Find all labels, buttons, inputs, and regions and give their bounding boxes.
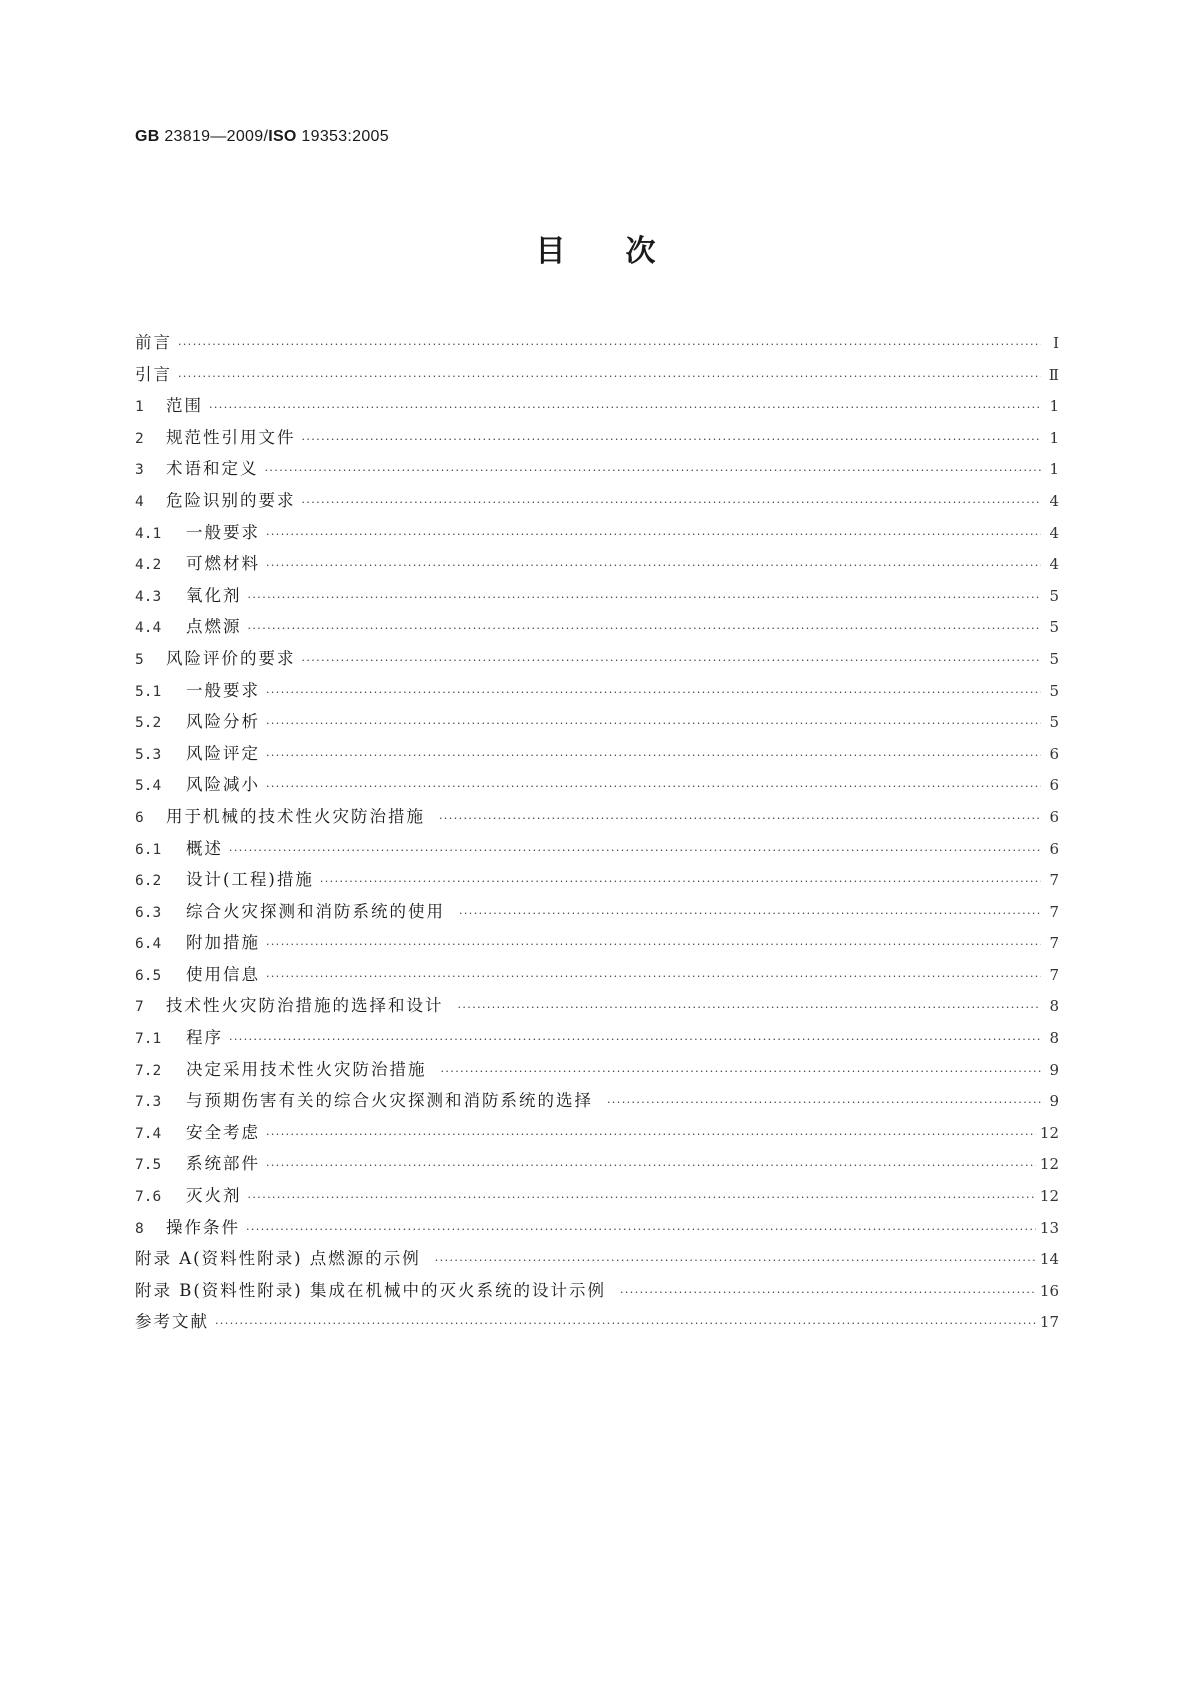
toc-entry-page: 4 — [1049, 491, 1059, 510]
toc-entry[interactable] — [135, 1308, 1059, 1340]
toc-entry-page: 9 — [1049, 1060, 1059, 1079]
table-of-contents — [135, 329, 1059, 1340]
toc-entry-title: 设计(工程)措施 — [186, 870, 314, 890]
toc-entry[interactable] — [135, 645, 1059, 677]
toc-entry-title: 用于机械的技术性火灾防治措施 — [166, 806, 425, 826]
toc-entry-page: 12 — [1039, 1187, 1059, 1206]
toc-dot-leader — [229, 1033, 1041, 1046]
document-code — [135, 128, 389, 146]
toc-entry[interactable] — [135, 329, 1059, 361]
toc-entry-title: 规范性引用文件 — [166, 427, 296, 447]
toc-entry-page: 1 — [1049, 428, 1059, 447]
toc-dot-leader — [435, 1254, 1036, 1267]
toc-entry[interactable] — [135, 677, 1059, 709]
toc-entry-number: 3 — [135, 462, 144, 479]
toc-dot-leader — [265, 464, 1042, 477]
toc-entry[interactable] — [135, 1087, 1059, 1119]
toc-entry-number: 7.1 — [135, 1031, 162, 1048]
toc-entry-number: 4.2 — [135, 557, 162, 574]
toc-entry-title: 范围 — [166, 396, 203, 416]
toc-entry-number: 6.1 — [135, 841, 162, 858]
toc-dot-leader — [266, 717, 1041, 730]
toc-entry-page: 4 — [1049, 523, 1059, 542]
toc-dot-leader — [248, 591, 1042, 604]
toc-dot-leader — [266, 1128, 1036, 1141]
toc-entry-title: 危险识别的要求 — [166, 490, 296, 510]
toc-dot-leader — [266, 686, 1041, 699]
toc-dot-leader — [266, 780, 1041, 793]
toc-entry-page: 16 — [1039, 1281, 1059, 1300]
toc-entry-title: 程序 — [186, 1028, 223, 1048]
toc-dot-leader — [266, 559, 1041, 572]
toc-entry-page: 7 — [1049, 965, 1059, 984]
toc-dot-leader — [302, 433, 1042, 446]
toc-dot-leader — [320, 875, 1041, 888]
toc-dot-leader — [248, 1191, 1036, 1204]
toc-entry-page: 12 — [1039, 1155, 1059, 1174]
toc-entry-page: 4 — [1049, 555, 1059, 574]
toc-entry-page: 7 — [1049, 871, 1059, 890]
toc-dot-leader — [458, 1001, 1042, 1014]
toc-entry-title: 参考文献 — [135, 1312, 209, 1332]
toc-entry[interactable] — [135, 1245, 1059, 1277]
toc-entry-title: 引言 — [135, 364, 172, 384]
toc-entry[interactable] — [135, 740, 1059, 772]
toc-entry-number: 4.4 — [135, 620, 162, 637]
toc-entry-title: 附加措施 — [186, 933, 260, 953]
toc-entry-number: 7.5 — [135, 1157, 162, 1174]
toc-entry[interactable] — [135, 835, 1059, 867]
toc-entry-number: 5.3 — [135, 746, 162, 763]
toc-entry[interactable] — [135, 613, 1059, 645]
toc-entry-title: 概述 — [186, 838, 223, 858]
toc-dot-leader — [441, 1065, 1042, 1078]
toc-entry-page: Ⅱ — [1048, 365, 1059, 384]
toc-entry-page: 5 — [1049, 618, 1059, 637]
toc-dot-leader — [178, 338, 1041, 351]
toc-dot-leader — [459, 907, 1041, 920]
toc-entry-number: 4 — [135, 493, 144, 510]
toc-entry-page: 5 — [1049, 649, 1059, 668]
toc-entry-number: 6.5 — [135, 967, 162, 984]
toc-dot-leader — [620, 1286, 1036, 1299]
toc-dot-leader — [246, 1223, 1036, 1236]
toc-dot-leader — [266, 528, 1041, 541]
toc-entry[interactable] — [135, 898, 1059, 930]
toc-entry-title: 风险分析 — [186, 712, 260, 732]
toc-entry-title: 风险评定 — [186, 743, 260, 763]
toc-entry[interactable] — [135, 455, 1059, 487]
toc-entry[interactable] — [135, 992, 1059, 1024]
toc-entry-number: 7.4 — [135, 1125, 162, 1142]
toc-entry[interactable] — [135, 1182, 1059, 1214]
toc-dot-leader — [178, 370, 1041, 383]
toc-entry-title: 点燃源 — [186, 617, 242, 637]
toc-entry[interactable] — [135, 961, 1059, 993]
toc-entry-page: 6 — [1049, 776, 1059, 795]
toc-entry[interactable] — [135, 361, 1059, 393]
toc-entry[interactable] — [135, 1056, 1059, 1088]
iso-code: ISO — [268, 128, 297, 145]
toc-entry[interactable] — [135, 1277, 1059, 1309]
toc-entry-number: 5.4 — [135, 778, 162, 795]
toc-entry-number: 7.2 — [135, 1062, 162, 1079]
toc-entry-title: 安全考虑 — [186, 1122, 260, 1142]
toc-dot-leader — [302, 496, 1042, 509]
toc-entry-title: 附录 B(资料性附录) 集成在机械中的灭火系统的设计示例 — [135, 1280, 606, 1300]
toc-entry-number: 1 — [135, 399, 144, 416]
toc-entry-title: 风险减小 — [186, 775, 260, 795]
toc-entry[interactable] — [135, 1214, 1059, 1246]
standard-code: GB — [135, 128, 160, 145]
toc-entry-title: 系统部件 — [186, 1154, 260, 1174]
toc-entry-title: 技术性火灾防治措施的选择和设计 — [166, 996, 444, 1016]
toc-entry-number: 4.1 — [135, 525, 162, 542]
toc-entry-page: 6 — [1049, 807, 1059, 826]
toc-entry[interactable] — [135, 803, 1059, 835]
toc-entry[interactable] — [135, 1024, 1059, 1056]
toc-entry-number: 5.1 — [135, 683, 162, 700]
iso-number: 19353:2005 — [301, 128, 389, 145]
toc-entry-number: 6.2 — [135, 873, 162, 890]
toc-entry-title: 术语和定义 — [166, 459, 259, 479]
toc-entry-title: 前言 — [135, 333, 172, 352]
toc-entry[interactable] — [135, 519, 1059, 551]
toc-entry-title: 一般要求 — [186, 680, 260, 700]
toc-entry[interactable] — [135, 392, 1059, 424]
toc-entry[interactable] — [135, 708, 1059, 740]
toc-entry-title: 可燃材料 — [186, 554, 260, 574]
toc-entry-title: 与预期伤害有关的综合火灾探测和消防系统的选择 — [186, 1091, 593, 1111]
toc-entry-number: 6.4 — [135, 936, 162, 953]
toc-entry-title: 风险评价的要求 — [166, 648, 296, 668]
toc-dot-leader — [215, 1317, 1036, 1330]
toc-entry-number: 8 — [135, 1220, 144, 1237]
toc-dot-leader — [302, 654, 1042, 667]
toc-entry-number: 6.3 — [135, 904, 162, 921]
toc-entry-number: 4.3 — [135, 588, 162, 605]
toc-dot-leader — [248, 622, 1042, 635]
toc-entry-number: 6 — [135, 809, 144, 826]
toc-entry-page: 5 — [1049, 713, 1059, 732]
toc-entry-title: 灭火剂 — [186, 1186, 242, 1206]
toc-entry-page: 17 — [1039, 1313, 1059, 1332]
toc-entry-number: 7.3 — [135, 1094, 162, 1111]
toc-dot-leader — [229, 844, 1041, 857]
toc-entry-title: 操作条件 — [166, 1217, 240, 1237]
toc-entry-title: 附录 A(资料性附录) 点燃源的示例 — [135, 1249, 421, 1269]
toc-entry-page: 7 — [1049, 902, 1059, 921]
toc-entry-title: 综合火灾探测和消防系统的使用 — [186, 901, 445, 921]
toc-entry-page: 8 — [1049, 1029, 1059, 1048]
toc-entry-page: 1 — [1049, 397, 1059, 416]
toc-entry-number: 2 — [135, 430, 144, 447]
toc-dot-leader — [266, 938, 1041, 951]
toc-entry-page: 7 — [1049, 934, 1059, 953]
toc-entry[interactable] — [135, 424, 1059, 456]
toc-entry-page: Ⅰ — [1053, 334, 1059, 352]
toc-entry[interactable] — [135, 582, 1059, 614]
toc-entry-page: 1 — [1049, 460, 1059, 479]
toc-entry-page: 12 — [1039, 1123, 1059, 1142]
toc-entry-page: 9 — [1049, 1092, 1059, 1111]
toc-entry-page: 13 — [1039, 1218, 1059, 1237]
toc-entry[interactable] — [135, 1150, 1059, 1182]
toc-entry[interactable] — [135, 771, 1059, 803]
toc-entry-page: 14 — [1039, 1250, 1059, 1269]
toc-entry-page: 6 — [1049, 839, 1059, 858]
toc-entry-title: 氧化剂 — [186, 585, 242, 605]
standard-number: 23819—2009/ — [164, 128, 269, 145]
toc-entry-page: 5 — [1049, 681, 1059, 700]
toc-dot-leader — [439, 812, 1041, 825]
toc-dot-leader — [209, 401, 1041, 414]
page-title: 目次 — [535, 234, 716, 269]
toc-entry-title: 一般要求 — [186, 522, 260, 542]
toc-dot-leader — [607, 1096, 1041, 1109]
toc-entry[interactable] — [135, 866, 1059, 898]
toc-entry-page: 6 — [1049, 744, 1059, 763]
toc-entry-page: 8 — [1049, 997, 1059, 1016]
toc-dot-leader — [266, 749, 1041, 762]
toc-entry-number: 7 — [135, 999, 144, 1016]
toc-entry-page: 5 — [1049, 586, 1059, 605]
toc-entry[interactable] — [135, 487, 1059, 519]
toc-dot-leader — [266, 970, 1041, 983]
toc-dot-leader — [266, 1159, 1036, 1172]
toc-entry-number: 5.2 — [135, 715, 162, 732]
toc-entry-number: 5 — [135, 651, 144, 668]
toc-entry[interactable] — [135, 550, 1059, 582]
toc-entry-number: 7.6 — [135, 1189, 162, 1206]
toc-entry[interactable] — [135, 929, 1059, 961]
toc-entry-title: 使用信息 — [186, 964, 260, 984]
toc-entry-title: 决定采用技术性火灾防治措施 — [186, 1059, 427, 1079]
toc-entry[interactable] — [135, 1119, 1059, 1151]
